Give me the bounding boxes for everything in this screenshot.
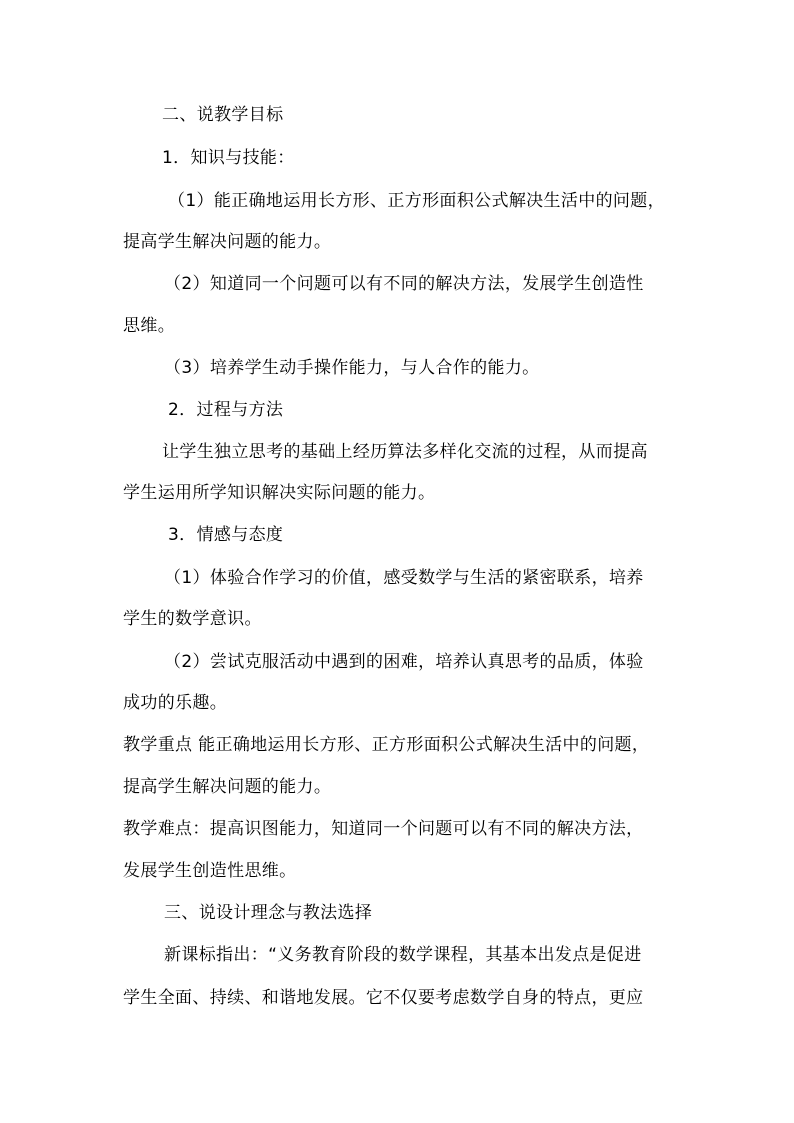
paragraph-line: （2）尝试克服活动中遇到的困难，培养认真思考的品质，体验 — [164, 652, 644, 672]
paragraph-line: （1）体验合作学习的价值，感受数学与生活的紧密联系，培养 — [164, 568, 644, 588]
paragraph-line: （1）能正确地运用长方形、正方形面积公式解决生活中的问题， — [168, 191, 665, 211]
paragraph-line: （2）知道同一个问题可以有不同的解决方法，发展学生创造性 — [164, 274, 644, 294]
paragraph-line: 让学生独立思考的基础上经历算法多样化交流的过程，从而提高 — [162, 442, 648, 462]
paragraph-line: 学生全面、持续、和谐地发展。它不仅要考虑数学自身的特点，更应 — [123, 988, 644, 1008]
paragraph-line: 提高学生解决问题的能力。 — [123, 777, 332, 797]
section-heading-design-concept: 三、说设计理念与教法选择 — [164, 903, 373, 923]
paragraph-line: 提高学生解决问题的能力。 — [123, 232, 332, 252]
subheading-process-method: 2．过程与方法 — [168, 400, 284, 420]
subheading-emotion-attitude: 3．情感与态度 — [168, 525, 284, 545]
teaching-focus-line: 教学重点 能正确地运用长方形、正方形面积公式解决生活中的问题， — [123, 735, 650, 755]
paragraph-line: 成功的乐趣。 — [123, 693, 228, 713]
paragraph-line: 学生的数学意识。 — [123, 609, 262, 629]
subheading-knowledge-skills: 1．知识与技能： — [162, 148, 295, 168]
paragraph-line: 发展学生创造性思维。 — [123, 861, 297, 881]
paragraph-line: 学生运用所学知识解决实际问题的能力。 — [123, 483, 436, 503]
paragraph-line: 新课标指出：“义务教育阶段的数学课程，其基本出发点是促进 — [164, 945, 642, 965]
section-heading-teaching-goals: 二、说教学目标 — [162, 105, 284, 125]
paragraph-line: （3）培养学生动手操作能力，与人合作的能力。 — [164, 358, 540, 378]
paragraph-line: 思维。 — [123, 316, 176, 336]
teaching-difficulty-line: 教学难点：提高识图能力，知道同一个问题可以有不同的解决方法， — [123, 819, 644, 839]
